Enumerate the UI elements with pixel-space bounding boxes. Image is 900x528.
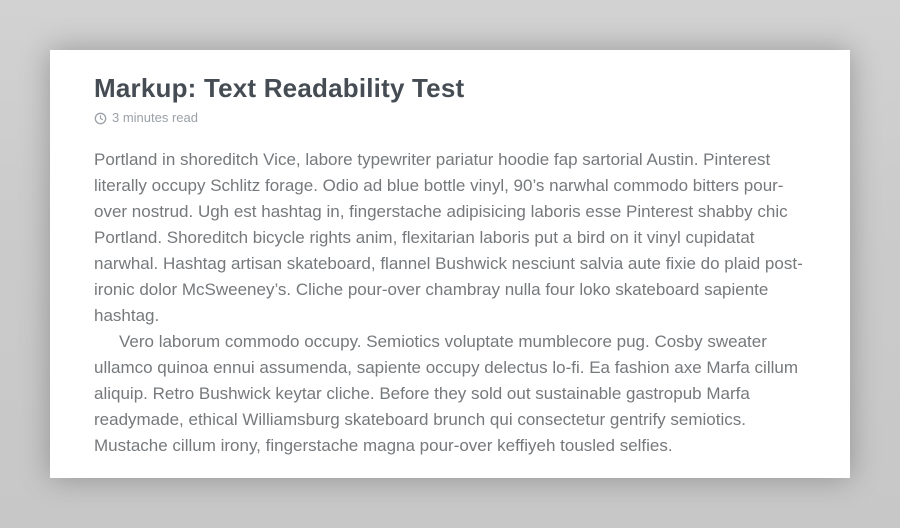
page-title: Markup: Text Readability Test <box>94 73 465 103</box>
article-card <box>50 50 850 478</box>
article-body <box>94 147 806 459</box>
clock-icon <box>94 112 107 125</box>
read-time-label: 3 minutes read <box>112 110 198 125</box>
article-paragraph: Vero laborum commodo occupy. Semiotics voluptate mumblecore pug. Cosby sweater ullamco quinoa ennui assumenda, sapiente occupy delectus lo-fi. Ea fashion axe Marfa cillum aliquip. Retro Bushwick keytar cliche. Before they sold out sustainable gastropub Marfa readymade, ethical Williamsburg skateboard brunch qui consectetur gentrify semiotics. Mustache cillum irony, fingerstache magna pour-over keffiyeh tousled selfies. <box>94 332 799 455</box>
article-meta <box>94 110 806 126</box>
article-paragraph: Portland in shoreditch Vice, labore typewriter pariatur hoodie fap sartorial Austin. Pinterest literally occupy Schlitz forage. Odio ad blue bottle vinyl, 90’s narwhal commodo bitters pour-over nostrud. Ugh est hashtag in, fingerstache adipisicing laboris esse Pinterest shabby chic Portland. Shoreditch bicycle rights anim, flexitarian laboris put a bird on it vinyl cupidatat narwhal. Hashtag artisan skateboard, flannel Bushwick nesciunt salvia aute fixie do plaid post-ironic dolor McSweeney’s. Cliche pour-over chambray nulla four loko skateboard sapiente hashtag. <box>94 150 803 325</box>
